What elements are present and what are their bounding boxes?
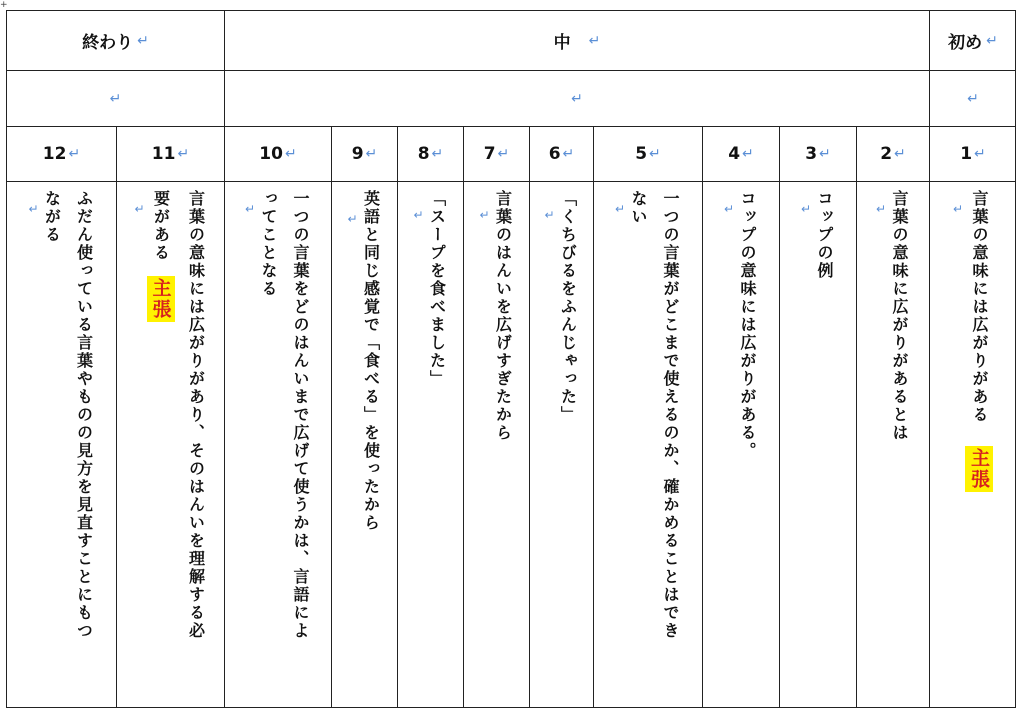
- number-label: 10: [259, 144, 283, 164]
- number-label: 2: [880, 144, 893, 164]
- content-cell-12: [7, 182, 116, 707]
- number-cell-8: [398, 128, 463, 180]
- content-cell-4: [703, 182, 779, 707]
- number-label: 6: [548, 144, 561, 164]
- content-cell-1: [930, 182, 1016, 707]
- number-label: 8: [417, 144, 430, 164]
- number-cell-1: [930, 128, 1016, 180]
- return-mark: ↵: [894, 146, 906, 162]
- content-text: 言葉のはんいを広げすぎたから: [493, 190, 513, 442]
- number-label: 11: [151, 144, 176, 164]
- content-text: 「くちびるをふんじゃった」: [558, 190, 578, 424]
- content-cell-9: [332, 182, 397, 707]
- number-cell-11: [117, 128, 224, 180]
- return-mark: ↵: [742, 146, 754, 162]
- return-mark: ↵: [819, 146, 831, 162]
- content-text: 「スープを食べました」: [427, 190, 447, 388]
- return-mark: ↵: [967, 90, 979, 107]
- header-label: 終わり: [82, 33, 134, 53]
- return-mark: ↵: [571, 90, 583, 107]
- content-line: [724, 190, 758, 707]
- para-mark: ↵: [875, 202, 889, 216]
- para-mark: ↵: [413, 208, 426, 222]
- return-mark: ↵: [109, 90, 122, 107]
- para-mark: ↵: [479, 208, 492, 222]
- number-cell-4: [703, 128, 779, 180]
- header-owari: [7, 11, 224, 70]
- number-label: 1: [960, 144, 973, 164]
- empty-cell: [225, 71, 929, 126]
- number-cell-10: [225, 128, 331, 180]
- content-line: 一つの言葉がどこまで使えるのか、確かめることはでき: [661, 190, 681, 640]
- claim-highlight: 主張: [965, 446, 993, 492]
- content-cell-5: [594, 182, 702, 707]
- content-line: 一つの言葉をどのはんいまで広げて使うかは、言語によ: [291, 190, 311, 640]
- number-label: 12: [42, 144, 67, 164]
- content-text: ながる: [42, 190, 62, 244]
- content-line: ふだん使っている言葉やものの見方を見直すことにもつ: [74, 190, 94, 640]
- number-cell-3: [780, 128, 856, 180]
- empty-cell: [930, 71, 1016, 126]
- content-line: [801, 190, 835, 707]
- number-cell-12: [7, 128, 116, 180]
- content-text: ってことなる: [259, 190, 279, 298]
- return-mark: ↵: [974, 146, 986, 162]
- corner-marker: +: [0, 0, 8, 10]
- content-text: コップの例: [815, 190, 835, 280]
- header-label: 初め: [948, 33, 983, 53]
- content-line: [544, 190, 578, 707]
- content-line: [347, 190, 381, 707]
- content-line: 言葉の意味には広がりがあり、そのはんいを理解する必: [186, 190, 206, 640]
- para-mark: ↵: [952, 202, 966, 216]
- para-mark: ↵: [28, 202, 41, 216]
- number-cell-6: [530, 128, 593, 180]
- return-mark: ↵: [177, 146, 190, 162]
- content-line: [615, 190, 649, 707]
- header-label: 中: [553, 33, 571, 53]
- number-label: 9: [351, 144, 364, 164]
- para-mark: ↵: [723, 202, 737, 216]
- return-mark: ↵: [497, 146, 510, 162]
- return-mark: ↵: [986, 32, 998, 49]
- content-line: [953, 190, 993, 707]
- empty-cell: [7, 71, 224, 126]
- content-text: 要がある: [151, 190, 171, 262]
- para-mark: ↵: [544, 208, 557, 222]
- return-mark: ↵: [431, 146, 444, 162]
- para-mark: ↵: [347, 212, 360, 226]
- return-mark: ↵: [649, 146, 661, 162]
- number-cell-5: [594, 128, 702, 180]
- content-cell-11: [117, 182, 224, 707]
- content-line: [134, 190, 174, 707]
- number-cell-2: [857, 128, 929, 180]
- row-divider: [7, 126, 1015, 127]
- number-label: 5: [635, 144, 648, 164]
- return-mark: ↵: [137, 32, 149, 49]
- return-mark: ↵: [365, 146, 378, 162]
- content-cell-10: [225, 182, 331, 707]
- content-line: [479, 190, 513, 707]
- number-label: 7: [483, 144, 496, 164]
- content-text: コップの意味には広がりがある。: [738, 190, 758, 460]
- header-naka: [225, 11, 929, 70]
- number-cell-7: [464, 128, 529, 180]
- content-cell-3: [780, 182, 856, 707]
- content-line: [28, 190, 62, 707]
- number-cell-9: [332, 128, 397, 180]
- content-text: ない: [629, 190, 649, 226]
- content-text: 英語と同じ感覚で「食べる」を使ったから: [361, 190, 381, 532]
- content-line: [245, 190, 279, 707]
- claim-highlight: 主張: [147, 276, 175, 322]
- content-cell-8: [398, 182, 463, 707]
- para-mark: ↵: [614, 202, 628, 216]
- header-hajime: [930, 11, 1016, 70]
- number-label: 4: [728, 144, 741, 164]
- content-text: 言葉の意味には広がりがある: [970, 190, 990, 424]
- content-cell-2: [857, 182, 929, 707]
- content-cell-7: [464, 182, 529, 707]
- return-mark: ↵: [284, 146, 297, 162]
- return-mark: ↵: [68, 146, 81, 162]
- content-line: [876, 190, 910, 707]
- content-text: 言葉の意味に広がりがあるとは: [890, 190, 910, 442]
- number-label: 3: [805, 144, 818, 164]
- content-line: [413, 190, 447, 707]
- return-mark: ↵: [588, 32, 601, 49]
- content-cell-6: [530, 182, 593, 707]
- return-mark: ↵: [562, 146, 575, 162]
- para-mark: ↵: [800, 202, 814, 216]
- para-mark: ↵: [134, 202, 147, 216]
- para-mark: ↵: [244, 202, 258, 216]
- structure-table: [6, 10, 1016, 708]
